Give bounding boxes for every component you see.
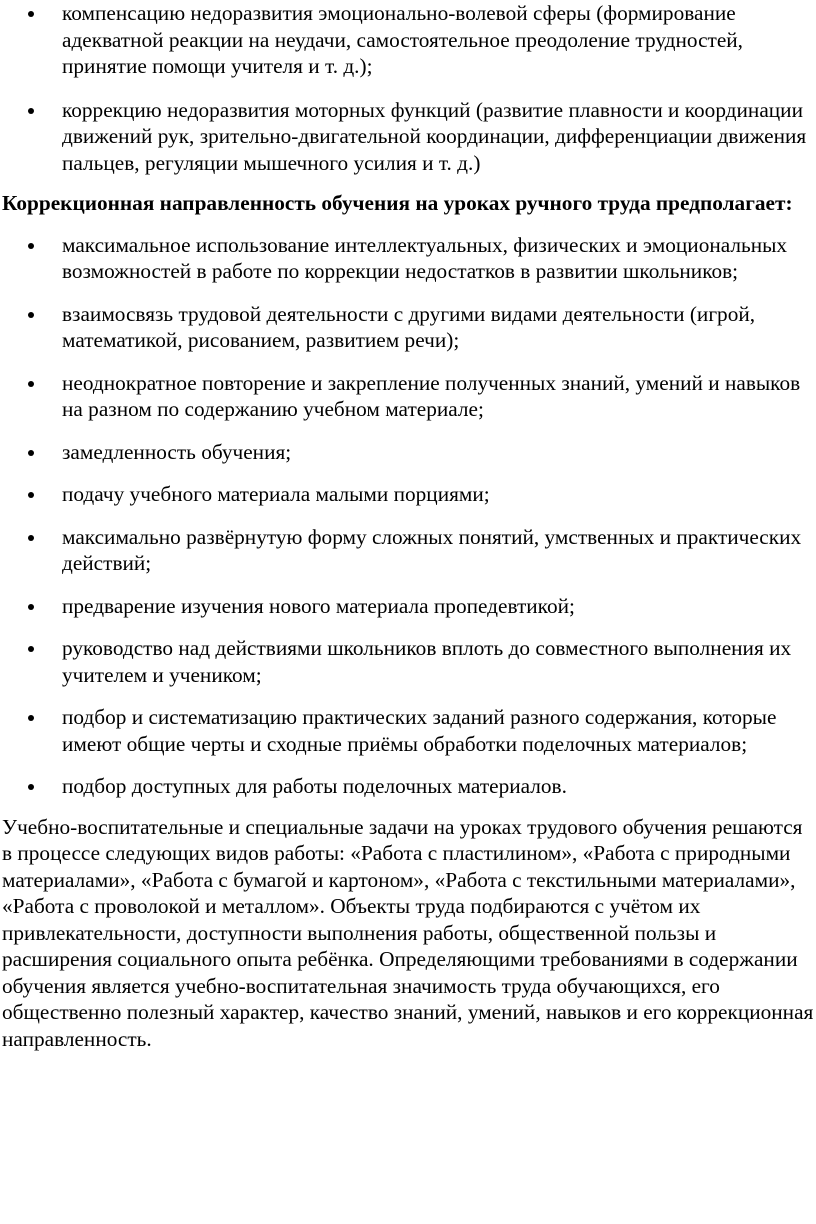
list-item-text: коррекцию недоразвития моторных функций (развитие плавности и координации движений рук, зрительно-двигательной координации, дифференциации движения пальцев, регуляции мышечного усилия и т. д.) [62,97,807,175]
list-item-text: предварение изучения нового материала пропедевтикой; [62,593,575,618]
bullet-icon [28,535,34,541]
bullet-icon [28,492,34,498]
list-item [0,370,816,423]
list-item [0,232,816,285]
bullet-icon [28,784,34,790]
list-item-text: замедленность обучения; [62,439,292,464]
bullet-icon [28,108,34,114]
bullet-icon [28,11,34,17]
list-item-text: взаимосвязь трудовой деятельности с другими видами деятельности (игрой, математикой, рисованием, развитием речи); [62,301,756,352]
list-item [0,439,816,466]
list-item-text: максимальное использование интеллектуальных, физических и эмоциональных возможностей в работе по коррекции недостатков в развитии школьников; [62,232,788,283]
list-item-text: подачу учебного материала малыми порциями; [62,482,490,506]
bullet-icon [28,381,34,387]
list-item-text: максимально развёрнутую форму сложных понятий, умственных и практических действий; [62,524,802,575]
list-item-text: компенсацию недоразвития эмоционально-волевой сферы (формирование адекватной реакции на неудачи, самостоятельное преодоление трудностей, принятие помощи учителя и т. д.); [62,1,744,78]
intro-bullet-list [0,0,816,176]
list-item [0,97,816,177]
bullet-icon [28,243,34,249]
list-item [0,635,816,688]
list-item [0,481,816,508]
list-item-text: подбор доступных для работы поделочных материалов. [62,774,567,798]
list-item [0,773,816,800]
list-item [0,0,816,80]
bullet-icon [28,312,34,318]
bullet-icon [28,646,34,652]
list-item [0,524,816,577]
list-item-text: руководство над действиями школьников вплоть до совместного выполнения их учителем и учеником; [62,636,792,687]
list-item-text: неоднократное повторение и закрепление полученных знаний, умений и навыков на разном по содержанию учебном материале; [62,370,801,421]
list-item [0,301,816,354]
section-heading: Коррекционная направленность обучения на уроках ручного труда предполагает: [2,191,793,215]
bullet-icon [28,604,34,610]
bullet-icon [28,450,34,456]
list-item [0,593,816,620]
correction-bullet-list [0,232,816,800]
body-paragraph: Учебно-воспитательные и специальные задачи на уроках трудового обучения решаются в процессе следующих видов работы: «Работа с пластилином», «Работа с природными материалами», «Работа с бумагой и картоном», «Работа с текстильными материалами», «Работа с проволокой и металлом». Объекты труда подбираются с учётом их привлекательности, доступности выполнения работы, общественной пользы и расширения социального опыта ребёнка. Определяющими требованиями в содержании обучения является учебно-воспитательная значимость труда обучающихся, его общественно полезный характер, качество знаний, умений, навыков и его коррекционная направленность. [2,814,814,1051]
bullet-icon [28,715,34,721]
list-item [0,704,816,757]
list-item-text: подбор и систематизацию практических заданий разного содержания, которые имеют общие черты и сходные приёмы обработки поделочных материалов; [62,705,777,756]
